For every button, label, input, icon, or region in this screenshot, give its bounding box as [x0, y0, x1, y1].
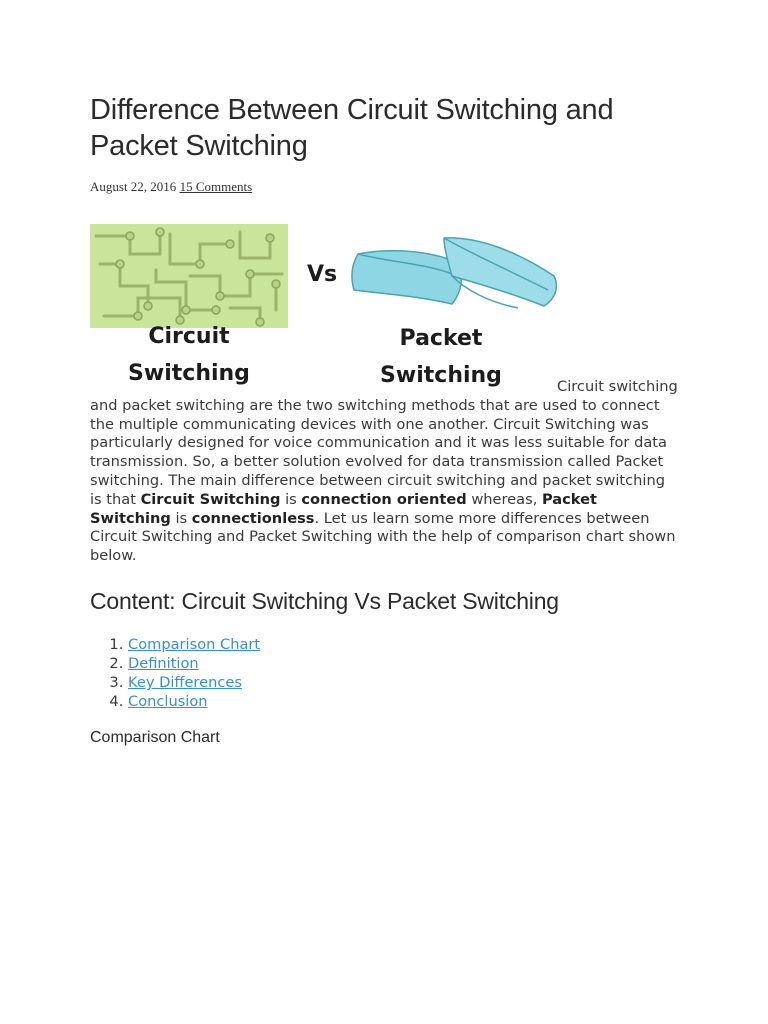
term-connection-oriented: connection oriented: [301, 490, 467, 508]
circuit-switching-label: Circuit Switching: [128, 324, 250, 386]
toc-link-key-differences[interactable]: Key Differences: [128, 674, 242, 691]
toc-item: [128, 654, 260, 673]
toc-item: [128, 673, 260, 692]
content-heading: Content: Circuit Switching Vs Packet Switching: [90, 588, 559, 614]
toc-link-definition[interactable]: Definition: [128, 655, 199, 672]
page-title: Difference Between Circuit Switching and Packet Switching: [90, 94, 614, 162]
term-circuit-switching: Circuit Switching: [140, 490, 281, 508]
post-date: August 22, 2016: [90, 179, 177, 194]
vs-label: Vs: [306, 262, 338, 287]
toc-item: [128, 692, 260, 711]
circuit-board-graphic: [90, 224, 288, 328]
toc-link-comparison-chart[interactable]: Comparison Chart: [128, 636, 261, 653]
section-heading: Comparison Chart: [90, 729, 220, 746]
intro-paragraph: Circuit switching and packet switching are the two switching methods that are used to connect the multiple communicating devices with one another. Circuit Switching was particularly designed for voice communication and it was less suitable for data transmission. So, a better solution evolved for data transmission called Packet switching. The main difference between circuit switching and packet switching is that Circuit Switching is connection oriented whereas, Packet Switching is connectionless. Let us learn some more differences between Circuit Switching and Packet Switching with the help of comparison chart shown below.: [90, 378, 678, 565]
comments-link[interactable]: 15 Comments: [179, 179, 253, 194]
packet-switching-label: Packet Switching: [380, 326, 502, 388]
toc-item: [128, 635, 260, 654]
table-of-contents: [90, 635, 260, 711]
term-connectionless: connectionless: [191, 509, 315, 527]
term-packet-switching: Packet Switching: [90, 490, 597, 527]
packet-graphic: [348, 232, 562, 312]
toc-link-conclusion[interactable]: Conclusion: [128, 693, 208, 710]
post-meta: [90, 179, 252, 195]
comparison-image: [90, 222, 570, 392]
